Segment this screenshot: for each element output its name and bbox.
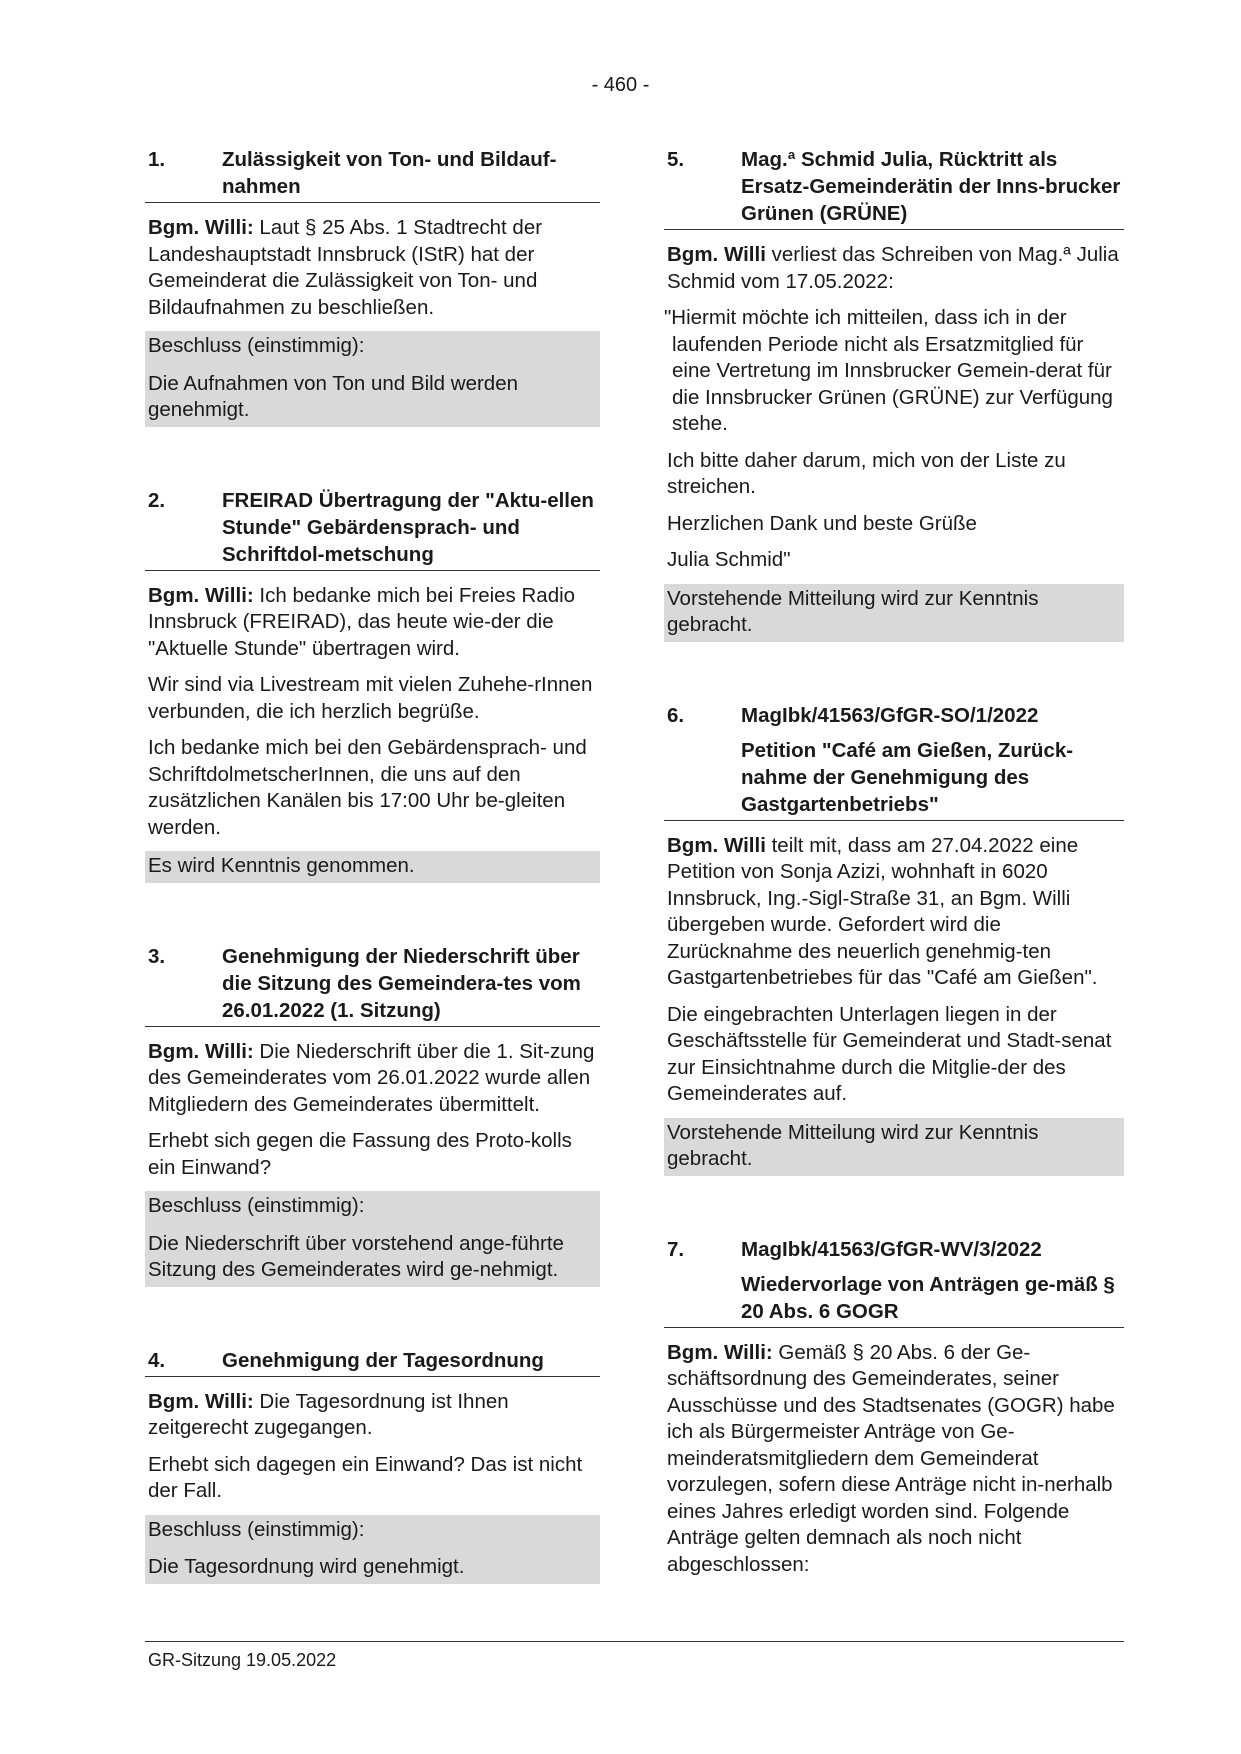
item-5-statement	[664, 242, 1124, 295]
item-3-resolution	[145, 1191, 600, 1287]
speaker: Bgm. Willi:	[148, 216, 254, 239]
speaker: Bgm. Willi:	[148, 1389, 254, 1413]
item-2-paragraph: Ich bedanke mich bei den Gebärdensprach- und SchriftdolmetscherInnen, die uns auf den zusätzlichen Kanälen bis 17:00 Uhr be-gleiten werden.	[148, 736, 587, 839]
item-6-note	[664, 1118, 1124, 1176]
item-4-paragraph: Erhebt sich dagegen ein Einwand? Das ist nicht der Fall.	[148, 1452, 583, 1502]
item-title: Mag.ª Schmid Julia, Rücktritt als Ersatz-Gemeinderätin der Inns-brucker Grünen (GRÜNE)	[741, 148, 1121, 225]
item-title: Zulässigkeit von Ton- und Bildauf-nahmen	[222, 148, 557, 198]
statement-text: teilt mit, dass am 27.04.2022 eine Petition von Sonja Azizi, wohnhaft in 6020 Innsbruck, Ing.-Sigl-Straße 31, an Bgm. Willi übergeben wurde. Gefordert wird die Zurücknahme des neuerlich genehmig-ten Gastgartenbetriebes für das "Café am Gießen".	[667, 833, 1098, 989]
item-3-paragraph: Erhebt sich gegen die Fassung des Proto-kolls ein Einwand?	[148, 1129, 572, 1179]
speaker: Bgm. Willi:	[667, 1340, 773, 1364]
item-2-note	[145, 851, 600, 883]
statement-text: Laut § 25 Abs. 1 Stadtrecht der Landeshauptstadt Innsbruck (IStR) hat der Gemeinderat die Zulässigkeit von Ton- und Bildaufnahmen zu beschließen.	[148, 216, 543, 319]
item-6-heading	[664, 702, 1124, 731]
item-2-heading	[145, 487, 600, 571]
item-1-heading	[145, 146, 600, 203]
right-column	[664, 146, 1124, 1588]
item-4-statement	[145, 1389, 600, 1442]
item-1-statement	[145, 215, 600, 321]
item-3-heading	[145, 943, 600, 1027]
item-5-letter-paragraph: Ich bitte daher darum, mich von der Liste zu streichen.	[667, 448, 1066, 498]
footer-divider	[145, 1641, 1124, 1642]
item-2-statement	[145, 583, 600, 663]
item-number: 2.	[148, 488, 166, 512]
item-number: 5.	[667, 148, 685, 171]
item-number: 6.	[667, 703, 685, 727]
item-title: Genehmigung der Tagesordnung	[222, 1348, 544, 1372]
speaker: Bgm. Willi:	[148, 583, 254, 607]
item-number: 3.	[148, 944, 166, 968]
speaker: Bgm. Willi	[667, 833, 766, 857]
statement-text: Ich bedanke mich bei Freies Radio Innsbruck (FREIRAD), das heute wie-der die "Aktuelle Stunde" übertragen wird.	[148, 583, 576, 660]
item-number: 7.	[667, 1237, 685, 1261]
item-5-heading	[664, 146, 1124, 230]
item-6-subtitle: Petition "Café am Gießen, Zurück-nahme der Genehmigung des Gastgartenbetriebs"	[664, 737, 1124, 821]
item-3-statement	[145, 1039, 600, 1119]
resolution-text: Die Tagesordnung wird genehmigt.	[145, 1546, 600, 1584]
statement-text: verliest das Schreiben von Mag.ª Julia Schmid vom 17.05.2022:	[667, 243, 1119, 293]
speaker: Bgm. Willi	[667, 243, 766, 266]
item-4-resolution	[145, 1515, 600, 1584]
item-7-heading	[664, 1236, 1124, 1265]
note-text: Vorstehende Mitteilung wird zur Kenntnis gebracht.	[664, 584, 1124, 642]
page-number: - 460 -	[591, 74, 650, 96]
item-1-resolution	[145, 331, 600, 427]
speaker: Bgm. Willi:	[148, 1039, 254, 1063]
item-7-statement	[664, 1340, 1124, 1579]
item-6-statement	[664, 833, 1124, 992]
resolution-label: Beschluss (einstimmig):	[145, 1191, 600, 1223]
item-4-heading	[145, 1347, 600, 1377]
item-title: FREIRAD Übertragung der "Aktu-ellen Stunde" Gebärdensprach- und Schriftdol-metschung	[222, 488, 594, 566]
footer: GR-Sitzung 19.05.2022	[148, 1650, 337, 1670]
resolution-text: Die Niederschrift über vorstehend ange-führte Sitzung des Gemeinderates wird ge-nehmigt.	[145, 1223, 600, 1287]
item-5-letter-signature: Julia Schmid"	[667, 548, 791, 571]
item-5-letter-paragraph: "Hiermit möchte ich mitteilen, dass ich in der laufenden Periode nicht als Ersatzmitglied für eine Vertretung im Innsbrucker Gemein-derat für die Innsbrucker Grünen (GRÜNE) zur Verfügung stehe.	[664, 306, 1113, 435]
item-reference: MagIbk/41563/GfGR-WV/3/2022	[741, 1237, 1042, 1261]
left-column	[145, 146, 600, 1594]
item-number: 4.	[148, 1348, 166, 1372]
note-text: Es wird Kenntnis genommen.	[145, 851, 600, 883]
item-2-paragraph: Wir sind via Livestream mit vielen Zuhehe-rInnen verbunden, die ich herzlich begrüße.	[148, 673, 593, 723]
statement-text: Gemäß § 20 Abs. 6 der Ge-schäftsordnung des Gemeinderates, seiner Ausschüsse und des Stadtsenates (GOGR) habe ich als Bürgermeister Anträge von Ge-meinderatsmitgliedern dem Gemeinderat vorzulegen, sofern diese Anträge nicht in-nerhalb eines Jahres erledigt worden sind. Folgende Anträge gelten demnach als noch nicht abgeschlossen:	[667, 1340, 1115, 1576]
resolution-label: Beschluss (einstimmig):	[145, 1515, 600, 1547]
item-6-paragraph: Die eingebrachten Unterlagen liegen in der Geschäftsstelle für Gemeinderat und Stadt-senat zur Einsichtnahme durch die Mitglie-der des Gemeinderates auf.	[667, 1002, 1112, 1105]
item-5-letter-closing: Herzlichen Dank und beste Grüße	[667, 511, 977, 535]
statement-text: Die Tagesordnung ist Ihnen zeitgerecht zugegangen.	[148, 1389, 509, 1439]
item-reference: MagIbk/41563/GfGR-SO/1/2022	[741, 703, 1039, 727]
statement-text: Die Niederschrift über die 1. Sit-zung des Gemeinderates vom 26.01.2022 wurde allen Mitgliedern des Gemeinderates übermittelt.	[148, 1039, 595, 1116]
resolution-text: Die Aufnahmen von Ton und Bild werden genehmigt.	[145, 363, 600, 427]
item-5-note	[664, 584, 1124, 642]
resolution-label: Beschluss (einstimmig):	[145, 331, 600, 363]
item-title: Genehmigung der Niederschrift über die Sitzung des Gemeindera-tes vom 26.01.2022 (1. Sitzung)	[222, 944, 581, 1022]
item-number: 1.	[148, 148, 166, 171]
item-7-subtitle: Wiedervorlage von Anträgen ge-mäß § 20 Abs. 6 GOGR	[664, 1271, 1124, 1328]
note-text: Vorstehende Mitteilung wird zur Kenntnis gebracht.	[664, 1118, 1124, 1176]
